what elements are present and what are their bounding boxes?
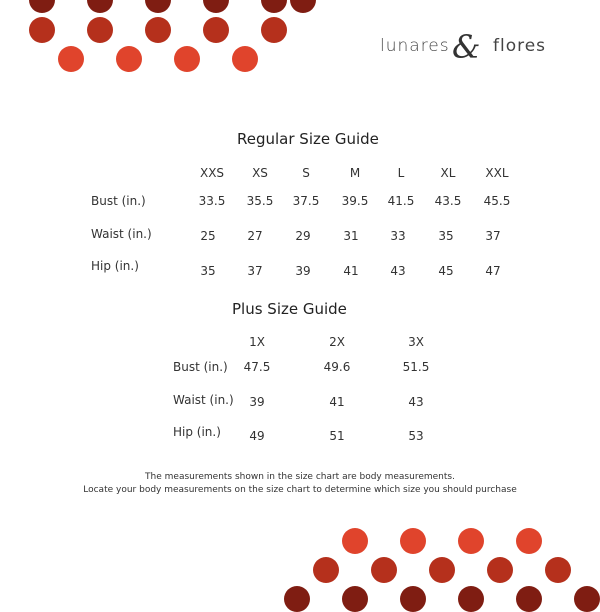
table-cell: 37 [485,229,501,243]
size-header: 1X [249,335,265,349]
table-cell: 41 [343,264,359,278]
polka-dot [458,528,484,554]
plus-size-title: Plus Size Guide [232,300,347,318]
table-cell: 35 [200,264,216,278]
polka-dot [116,46,142,72]
table-cell: 47 [485,264,501,278]
table-cell: 37 [247,264,263,278]
table-cell: 35 [438,229,454,243]
polka-dot [400,586,426,612]
polka-dot [261,17,287,43]
brand-ampersand: & [452,28,481,66]
table-cell: 43.5 [434,194,462,208]
footnote-line-2: Locate your body measurements on the size chart to determine which size you should purchase [83,485,517,495]
polka-dot [232,46,258,72]
table-cell: 39.5 [341,194,369,208]
polka-dot [516,586,542,612]
polka-dot [284,586,310,612]
polka-dot [203,0,229,13]
polka-dot [429,557,455,583]
size-header: XS [252,166,268,180]
polka-dot [87,17,113,43]
row-label-hip: Hip (in.) [91,259,139,273]
regular-size-title: Regular Size Guide [237,130,379,148]
size-header: 3X [408,335,424,349]
row-label-bust: Bust (in.) [173,360,228,374]
brand-logo [380,30,550,66]
row-label-waist: Waist (in.) [173,393,234,407]
polka-dot [371,557,397,583]
table-cell: 47.5 [243,360,271,374]
table-cell: 29 [295,229,311,243]
polka-dot [545,557,571,583]
size-header: 2X [329,335,345,349]
size-header: XL [440,166,456,180]
table-cell: 33 [390,229,406,243]
size-header: L [397,166,405,180]
polka-dot [574,586,600,612]
size-header: M [349,166,361,180]
row-label-hip: Hip (in.) [173,425,221,439]
size-header: XXL [485,166,509,180]
polka-dot [290,0,316,13]
table-cell: 53 [408,429,424,443]
table-cell: 33.5 [198,194,226,208]
polka-dot [261,0,287,13]
polka-dot [458,586,484,612]
table-cell: 37.5 [292,194,320,208]
table-cell: 43 [408,395,424,409]
size-header: S [302,166,310,180]
table-cell: 45 [438,264,454,278]
table-cell: 41.5 [387,194,415,208]
table-cell: 27 [247,229,263,243]
table-cell: 39 [295,264,311,278]
polka-dot [203,17,229,43]
table-cell: 41 [329,395,345,409]
table-cell: 49.6 [323,360,351,374]
polka-dot [487,557,513,583]
polka-dot [313,557,339,583]
table-cell: 49 [249,429,265,443]
polka-dot [29,17,55,43]
polka-dot [516,528,542,554]
table-cell: 25 [200,229,216,243]
polka-dot [145,0,171,13]
row-label-bust: Bust (in.) [91,194,146,208]
brand-word-flores: flores [493,36,547,56]
footnote-line-1: The measurements shown in the size chart are body measurements. [145,472,455,482]
brand-word-lunares: lunares [380,36,450,56]
row-label-waist: Waist (in.) [91,227,152,241]
table-cell: 31 [343,229,359,243]
polka-dot [174,46,200,72]
table-cell: 43 [390,264,406,278]
polka-dot [58,46,84,72]
polka-dot [145,17,171,43]
size-header: XXS [199,166,225,180]
polka-dot [87,0,113,13]
table-cell: 39 [249,395,265,409]
polka-dot [342,586,368,612]
polka-dot [342,528,368,554]
table-cell: 45.5 [483,194,511,208]
table-cell: 51.5 [402,360,430,374]
table-cell: 51 [329,429,345,443]
table-cell: 35.5 [246,194,274,208]
polka-dot [400,528,426,554]
polka-dot [29,0,55,13]
